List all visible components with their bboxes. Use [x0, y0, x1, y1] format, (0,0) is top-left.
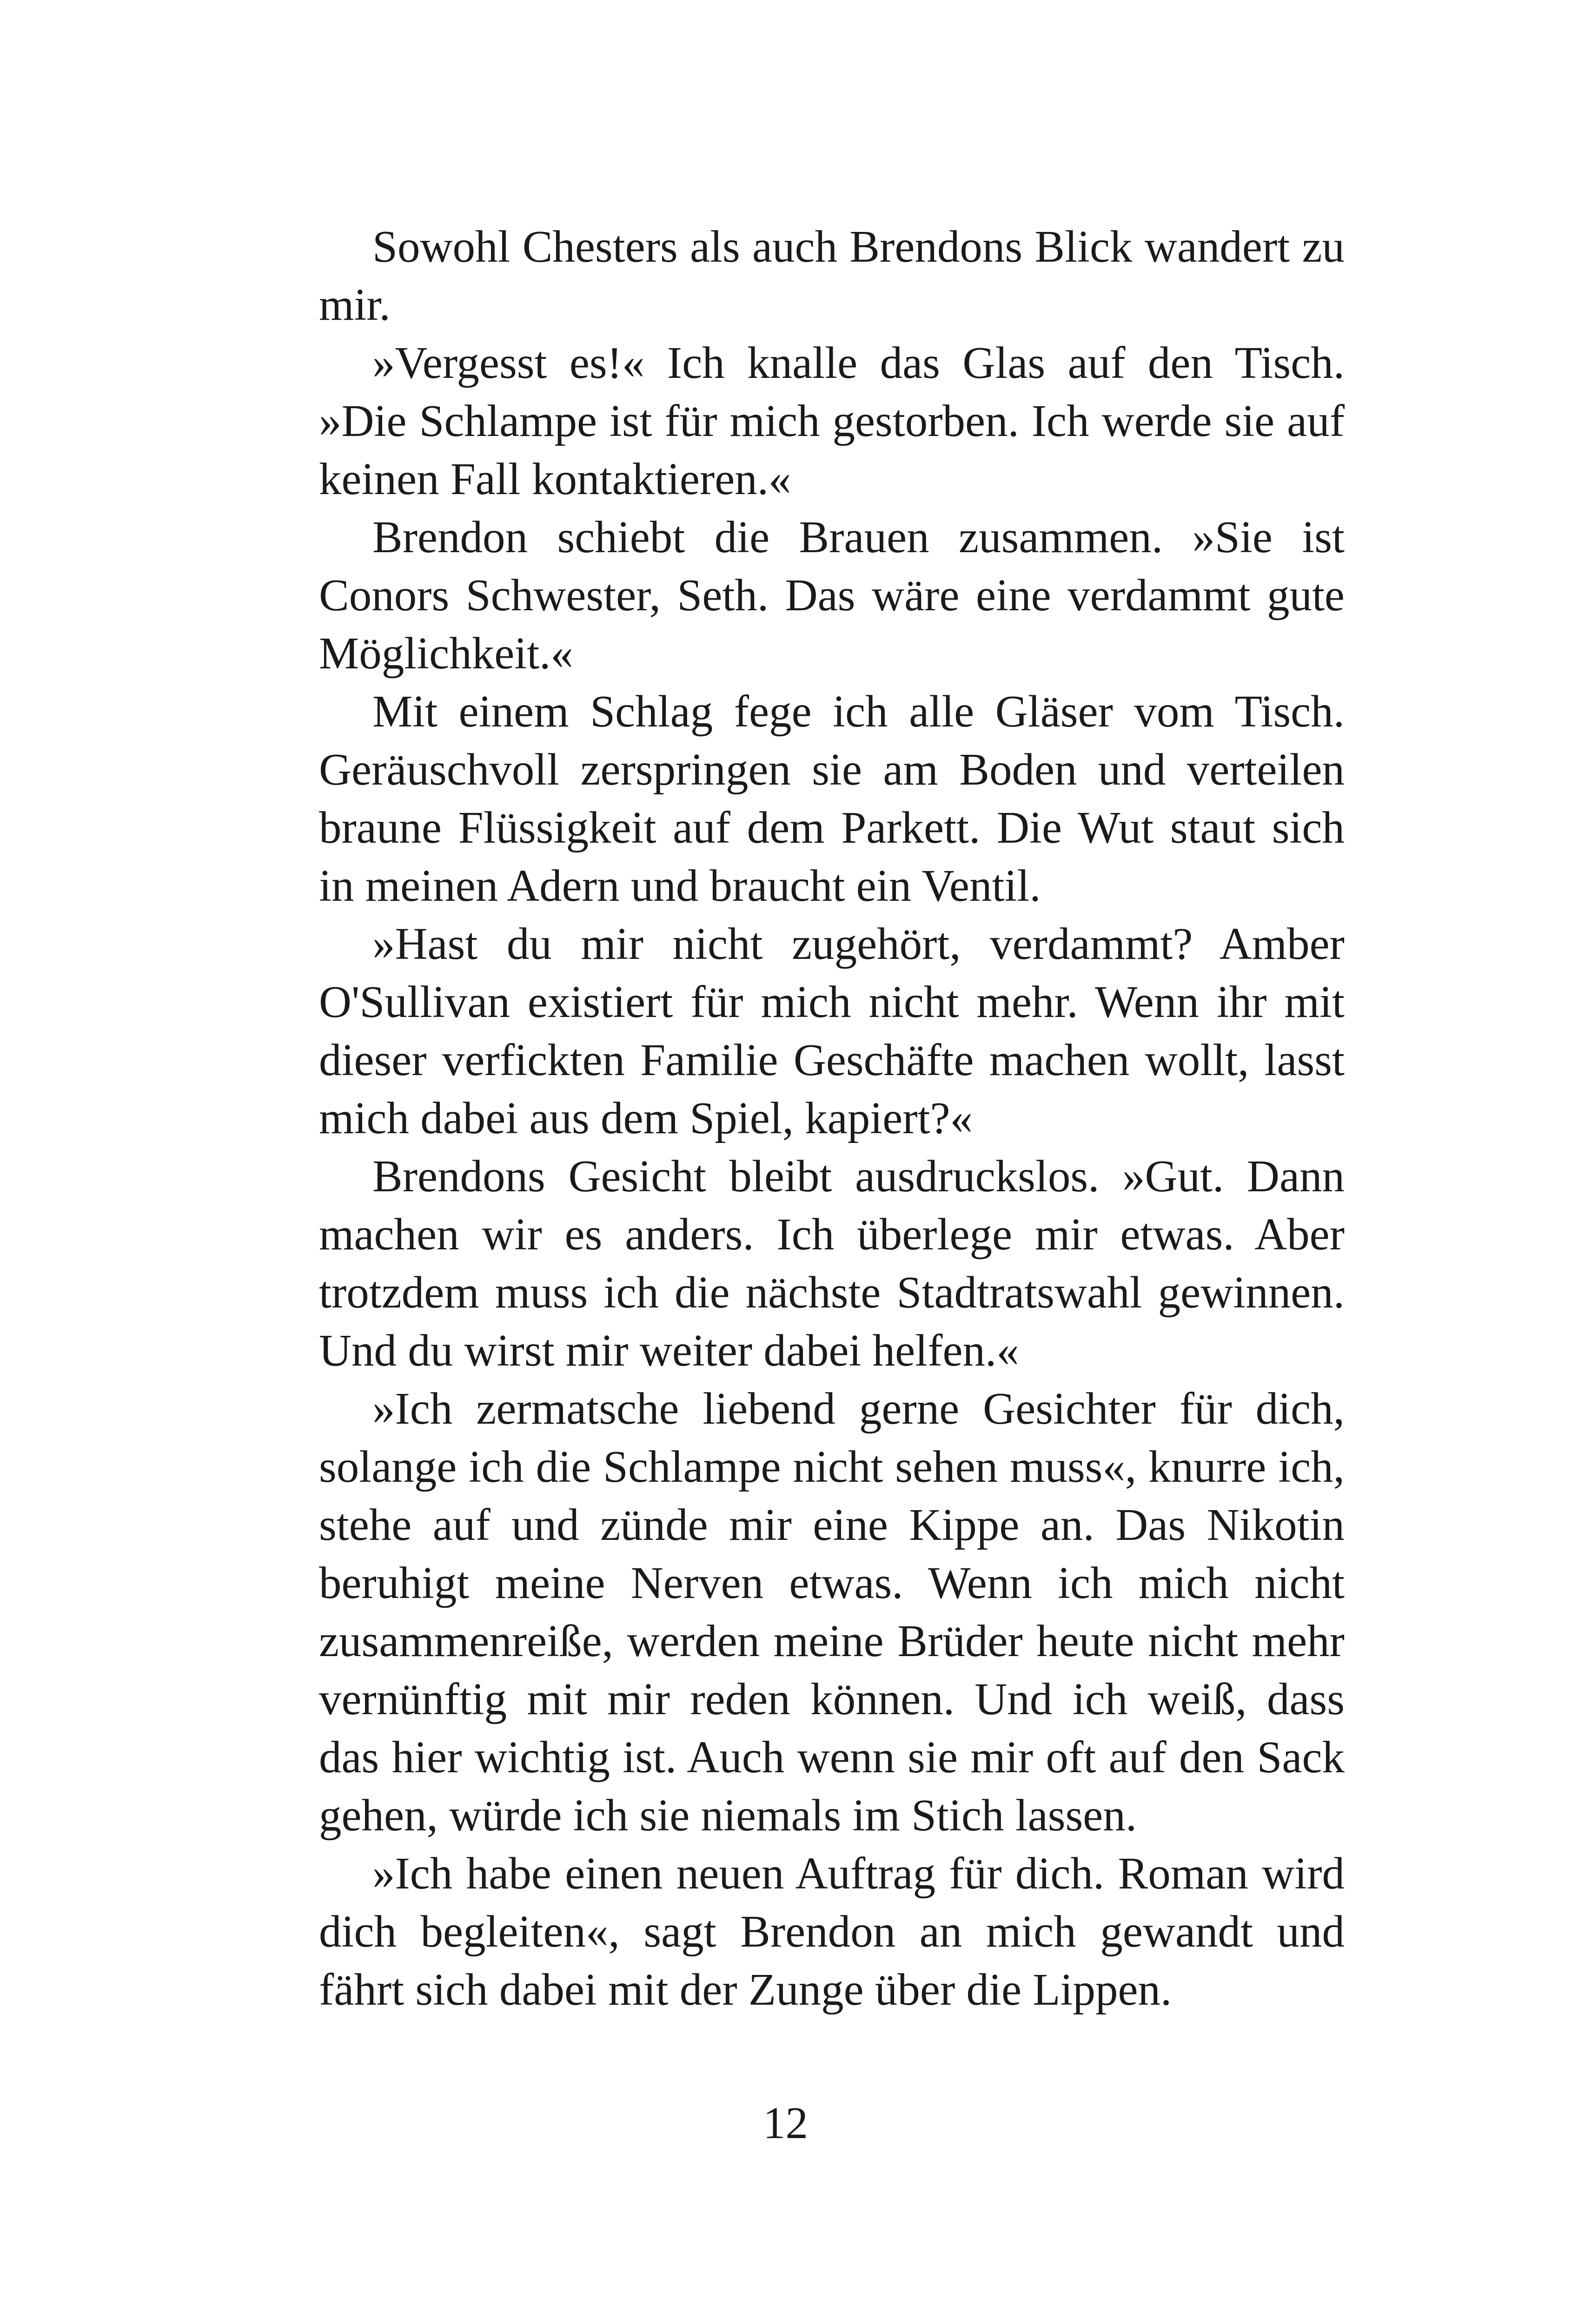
paragraph-1: Sowohl Chesters als auch Brendons Blick wandert zu mir.: [319, 222, 1345, 330]
page-number: 12: [763, 2098, 808, 2148]
paragraph-4: Mit einem Schlag fege ich alle Gläser vom Tisch. Geräuschvoll zerspringen sie am Boden und verteilen braune Flüssigkeit auf dem Parkett. Die Wut staut sich in meinen Adern und braucht ein Ventil.: [319, 687, 1345, 911]
page-body: [319, 218, 1345, 2019]
paragraph-8: »Ich habe einen neuen Auftrag für dich. Roman wird dich begleiten«, sagt Brendon an mich gewandt und fährt sich dabei mit der Zunge über die Lippen.: [319, 1849, 1345, 2014]
paragraph-3: Brendon schiebt die Brauen zusammen. »Sie ist Conors Schwester, Seth. Das wäre eine verdammt gute Möglichkeit.«: [319, 512, 1345, 678]
paragraph-6: Brendons Gesicht bleibt ausdruckslos. »Gut. Dann machen wir es anders. Ich überlege mir etwas. Aber trotzdem muss ich die nächste Stadtratswahl gewinnen. Und du wirst mir weiter dabei helfen.«: [319, 1151, 1345, 1375]
paragraph-5: »Hast du mir nicht zugehört, verdammt? Amber O'Sullivan existiert für mich nicht mehr. Wenn ihr mit dieser verfickten Familie Geschäfte machen wollt, lasst mich dabei aus dem Spiel, kapiert?«: [319, 919, 1345, 1143]
paragraph-7: »Ich zermatsche liebend gerne Gesichter für dich, solange ich die Schlampe nicht sehen muss«, knurre ich, stehe auf und zünde mir eine Kippe an. Das Nikotin beruhigt meine Nerven etwas. Wenn ich mich nicht zusammenreiße, werden meine Brüder heute nicht mehr vernünftig mit mir reden können. Und ich weiß, dass das hier wichtig ist. Auch wenn sie mir oft auf den Sack gehen, würde ich sie niemals im Stich lassen.: [319, 1384, 1345, 1840]
paragraph-2: »Vergesst es!« Ich knalle das Glas auf den Tisch. »Die Schlampe ist für mich gestorben. Ich werde sie auf keinen Fall kontaktieren.«: [319, 338, 1345, 504]
